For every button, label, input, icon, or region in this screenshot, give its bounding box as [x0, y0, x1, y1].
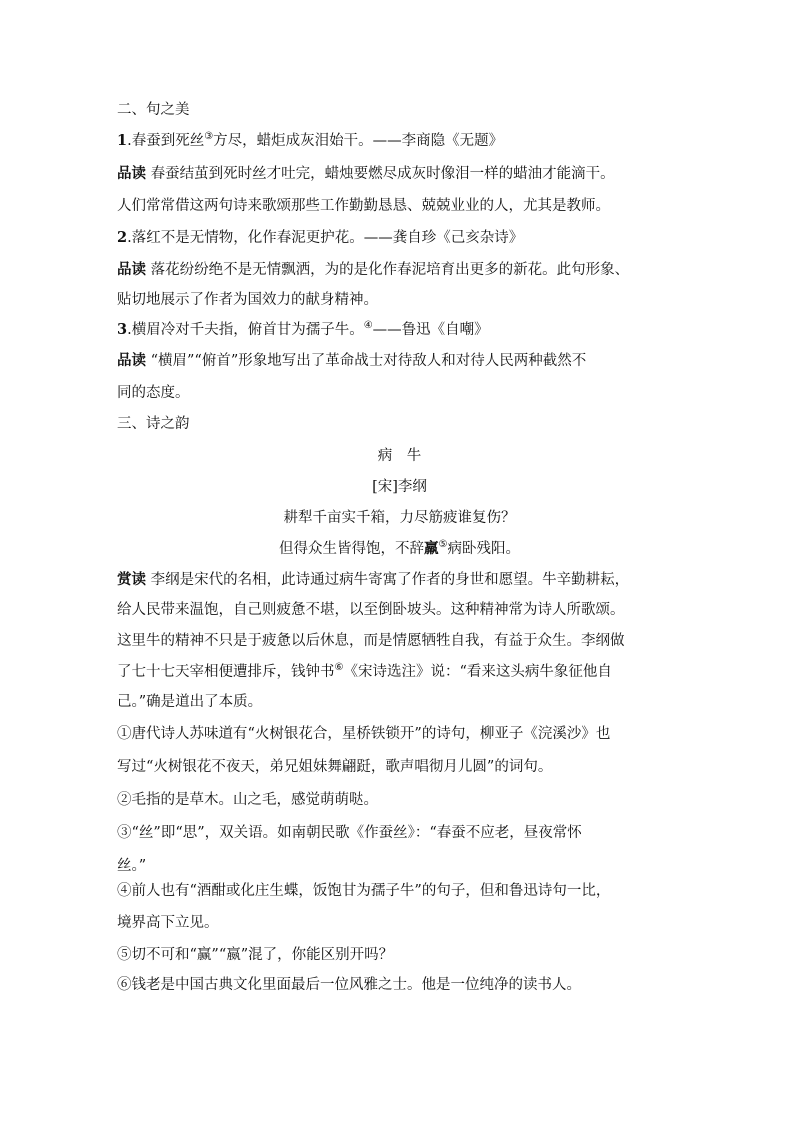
quote-number: 3	[117, 321, 128, 338]
quote-text: ——鲁迅《自嘲》	[372, 322, 489, 338]
poem-text: 但得众生皆得饱，不辞	[279, 541, 425, 557]
reading-1-line-2: 人们常常借这两句诗来歌颂那些工作勤勤恳恳、兢兢业业的人，尤其是教师。	[117, 198, 610, 214]
poem-key-char: 羸	[424, 540, 439, 557]
footnote-4-line-2: 境界高下立见。	[117, 915, 219, 931]
reading-2-line-1	[117, 260, 682, 280]
footnote-1-line-1: ①唐代诗人苏味道有“火树银花合，星桥铁锁开”的诗句，柳亚子《浣溪沙》也	[117, 726, 611, 742]
footnote-5: ⑤切不可和“赢”“嬴”混了，你能区别开吗？	[117, 947, 394, 963]
footnote-3-line-2: 丝。”	[117, 858, 147, 874]
poem-title: 病 牛	[377, 448, 422, 464]
reading-3-line-2: 同的态度。	[117, 385, 190, 401]
appreciation-text: 《宋诗选注》说：“看来这头病牛象征他自	[343, 664, 612, 680]
section-heading-sentences: 二、句之美	[117, 102, 190, 118]
poem-text: 病卧残阳。	[447, 541, 520, 557]
quote-text: .春蚕到死丝	[127, 133, 205, 149]
reading-label: 品读	[117, 165, 146, 182]
footnote-3-line-1: ③“丝”即“思”，双关语。如南朝民歌《作蚕丝》：“春蚕不应老，昼夜常怀	[117, 825, 582, 841]
quote-text: .横眉冷对千夫指，俯首甘为孺子牛。	[127, 322, 364, 338]
footnote-ref: ③	[204, 131, 214, 143]
reading-text: 春蚕结茧到死时丝才吐完，蜡烛要燃尽成灰时像泪一样的蜡油才能滴干。	[146, 166, 615, 182]
quote-text: .落红不是无情物，化作春泥更护花。——龚自珍《己亥杂诗》	[127, 230, 524, 246]
poem-author: [宋]李纲	[372, 479, 427, 495]
appreciation-line-3: 这里牛的精神不只是于疲惫以后休息，而是情愿牺牲自我，有益于众生。李纲做	[117, 633, 625, 649]
footnote-ref: ⑤	[438, 539, 448, 551]
reading-label: 品读	[117, 261, 146, 278]
reading-3-line-1	[117, 351, 682, 371]
reading-label: 品读	[117, 352, 146, 369]
footnote-2: ②毛指的是草木。山之毛，感觉萌萌哒。	[117, 792, 378, 808]
section-heading-poem: 三、诗之韵	[117, 416, 190, 432]
appreciation-label: 赏读	[117, 571, 146, 588]
appreciation-line-1	[117, 570, 682, 590]
poem-line-1: 耕犁千亩实千箱，力尽筋疲谁复伤？	[283, 510, 516, 526]
quote-number: 2	[117, 229, 128, 246]
appreciation-text: 李纲是宋代的名相，此诗通过病牛寄寓了作者的身世和愿望。牛辛勤耕耘，	[146, 572, 630, 588]
quote-text: 方尽，蜡炬成灰泪始干。——李商隐《无题》	[213, 133, 504, 149]
footnote-4-line-1: ④前人也有“酒酣或化庄生蝶，饭饱甘为孺子牛”的句子，但和鲁迅诗句一比，	[117, 883, 611, 899]
appreciation-text: 了七十七天宰相便遭排斥，钱钟书	[117, 664, 335, 680]
reading-1-line-1	[117, 164, 682, 184]
quote-1	[117, 131, 682, 151]
appreciation-line-4	[117, 662, 682, 682]
poem-line-2	[117, 539, 682, 559]
reading-2-line-2: 贴切地展示了作者为国效力的献身精神。	[117, 292, 378, 308]
footnote-6: ⑥钱老是中国古典文化里面最后一位风雅之士。他是一位纯净的读书人。	[117, 977, 581, 993]
reading-text: 落花纷纷绝不是无情飘洒，为的是化作春泥培育出更多的新花。此句形象、	[146, 262, 630, 278]
quote-number: 1	[117, 132, 128, 149]
reading-text: “横眉”“俯首”形象地写出了革命战士对待敌人和对待人民两种截然不	[146, 353, 587, 369]
footnote-1-line-2: 写过“火树银花不夜天，弟兄姐妹舞翩跹，歌声唱彻月儿圆”的词句。	[117, 759, 553, 775]
appreciation-line-5: 己。”确是道出了本质。	[117, 694, 263, 710]
quote-3	[117, 320, 682, 340]
footnote-ref: ④	[363, 320, 373, 332]
appreciation-line-2: 给人民带来温饱，自己则疲惫不堪，以至倒卧坡头。这种精神常为诗人所歌颂。	[117, 602, 625, 618]
quote-2	[117, 228, 682, 248]
footnote-ref: ⑥	[334, 662, 344, 674]
